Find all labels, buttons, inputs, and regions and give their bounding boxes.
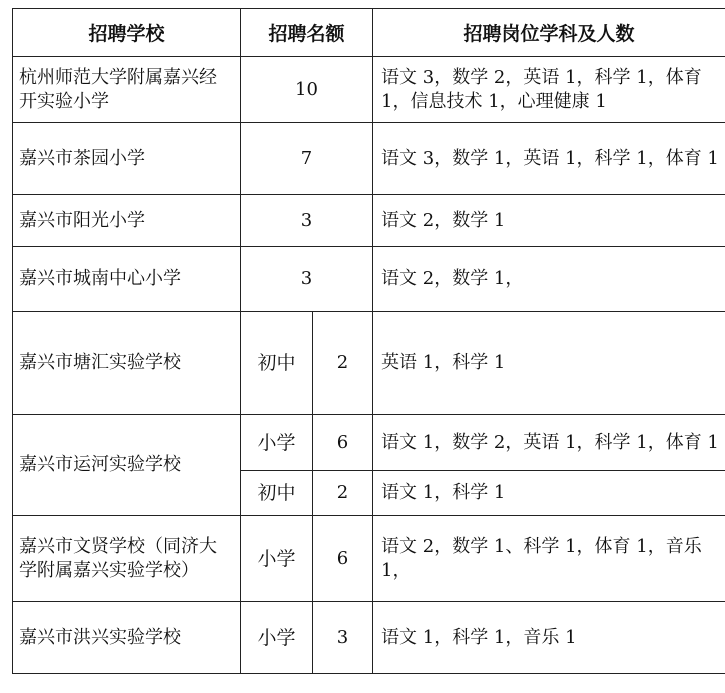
quota-value: 10 — [241, 57, 373, 123]
table-row — [13, 312, 725, 415]
school-name: 嘉兴市城南中心小学 — [13, 247, 241, 312]
subjects-value: 英语 1，科学 1 — [373, 312, 725, 415]
school-level: 小学 — [241, 602, 313, 674]
school-name: 嘉兴市茶园小学 — [13, 123, 241, 195]
recruitment-table — [12, 8, 725, 674]
quota-value: 6 — [313, 415, 373, 471]
subjects-value: 语文 1，数学 2，英语 1，科学 1，体育 1 — [373, 415, 725, 471]
school-level: 初中 — [241, 471, 313, 516]
subjects-value: 语文 3，数学 2，英语 1，科学 1，体育 1，信息技术 1，心理健康 1 — [373, 57, 725, 123]
subjects-value: 语文 2，数学 1 — [373, 195, 725, 247]
table-row — [13, 195, 725, 247]
subjects-value: 语文 1，科学 1 — [373, 471, 725, 516]
table-row — [13, 247, 725, 312]
table-row — [13, 123, 725, 195]
subjects-value: 语文 1，科学 1，音乐 1 — [373, 602, 725, 674]
header-school: 招聘学校 — [13, 9, 241, 57]
table-row — [13, 602, 725, 674]
quota-value: 3 — [241, 247, 373, 312]
school-name: 嘉兴市运河实验学校 — [13, 415, 241, 516]
school-name: 嘉兴市塘汇实验学校 — [13, 312, 241, 415]
school-name: 嘉兴市文贤学校（同济大学附属嘉兴实验学校） — [13, 516, 241, 602]
table-row — [13, 516, 725, 602]
school-name: 杭州师范大学附属嘉兴经开实验小学 — [13, 57, 241, 123]
subjects-value: 语文 3，数学 1，英语 1，科学 1，体育 1 — [373, 123, 725, 195]
school-name: 嘉兴市洪兴实验学校 — [13, 602, 241, 674]
quota-value: 2 — [313, 471, 373, 516]
header-quota: 招聘名额 — [241, 9, 373, 57]
quota-value: 3 — [313, 602, 373, 674]
quota-value: 7 — [241, 123, 373, 195]
table-header-row — [13, 9, 725, 57]
subjects-value: 语文 2，数学 1， — [373, 247, 725, 312]
quota-value: 6 — [313, 516, 373, 602]
school-name: 嘉兴市阳光小学 — [13, 195, 241, 247]
school-level: 初中 — [241, 312, 313, 415]
quota-value: 3 — [241, 195, 373, 247]
table-row — [13, 57, 725, 123]
header-subjects: 招聘岗位学科及人数 — [373, 9, 725, 57]
quota-value: 2 — [313, 312, 373, 415]
table-row — [13, 415, 725, 471]
subjects-value: 语文 2，数学 1、科学 1，体育 1，音乐 1， — [373, 516, 725, 602]
school-level: 小学 — [241, 415, 313, 471]
school-level: 小学 — [241, 516, 313, 602]
